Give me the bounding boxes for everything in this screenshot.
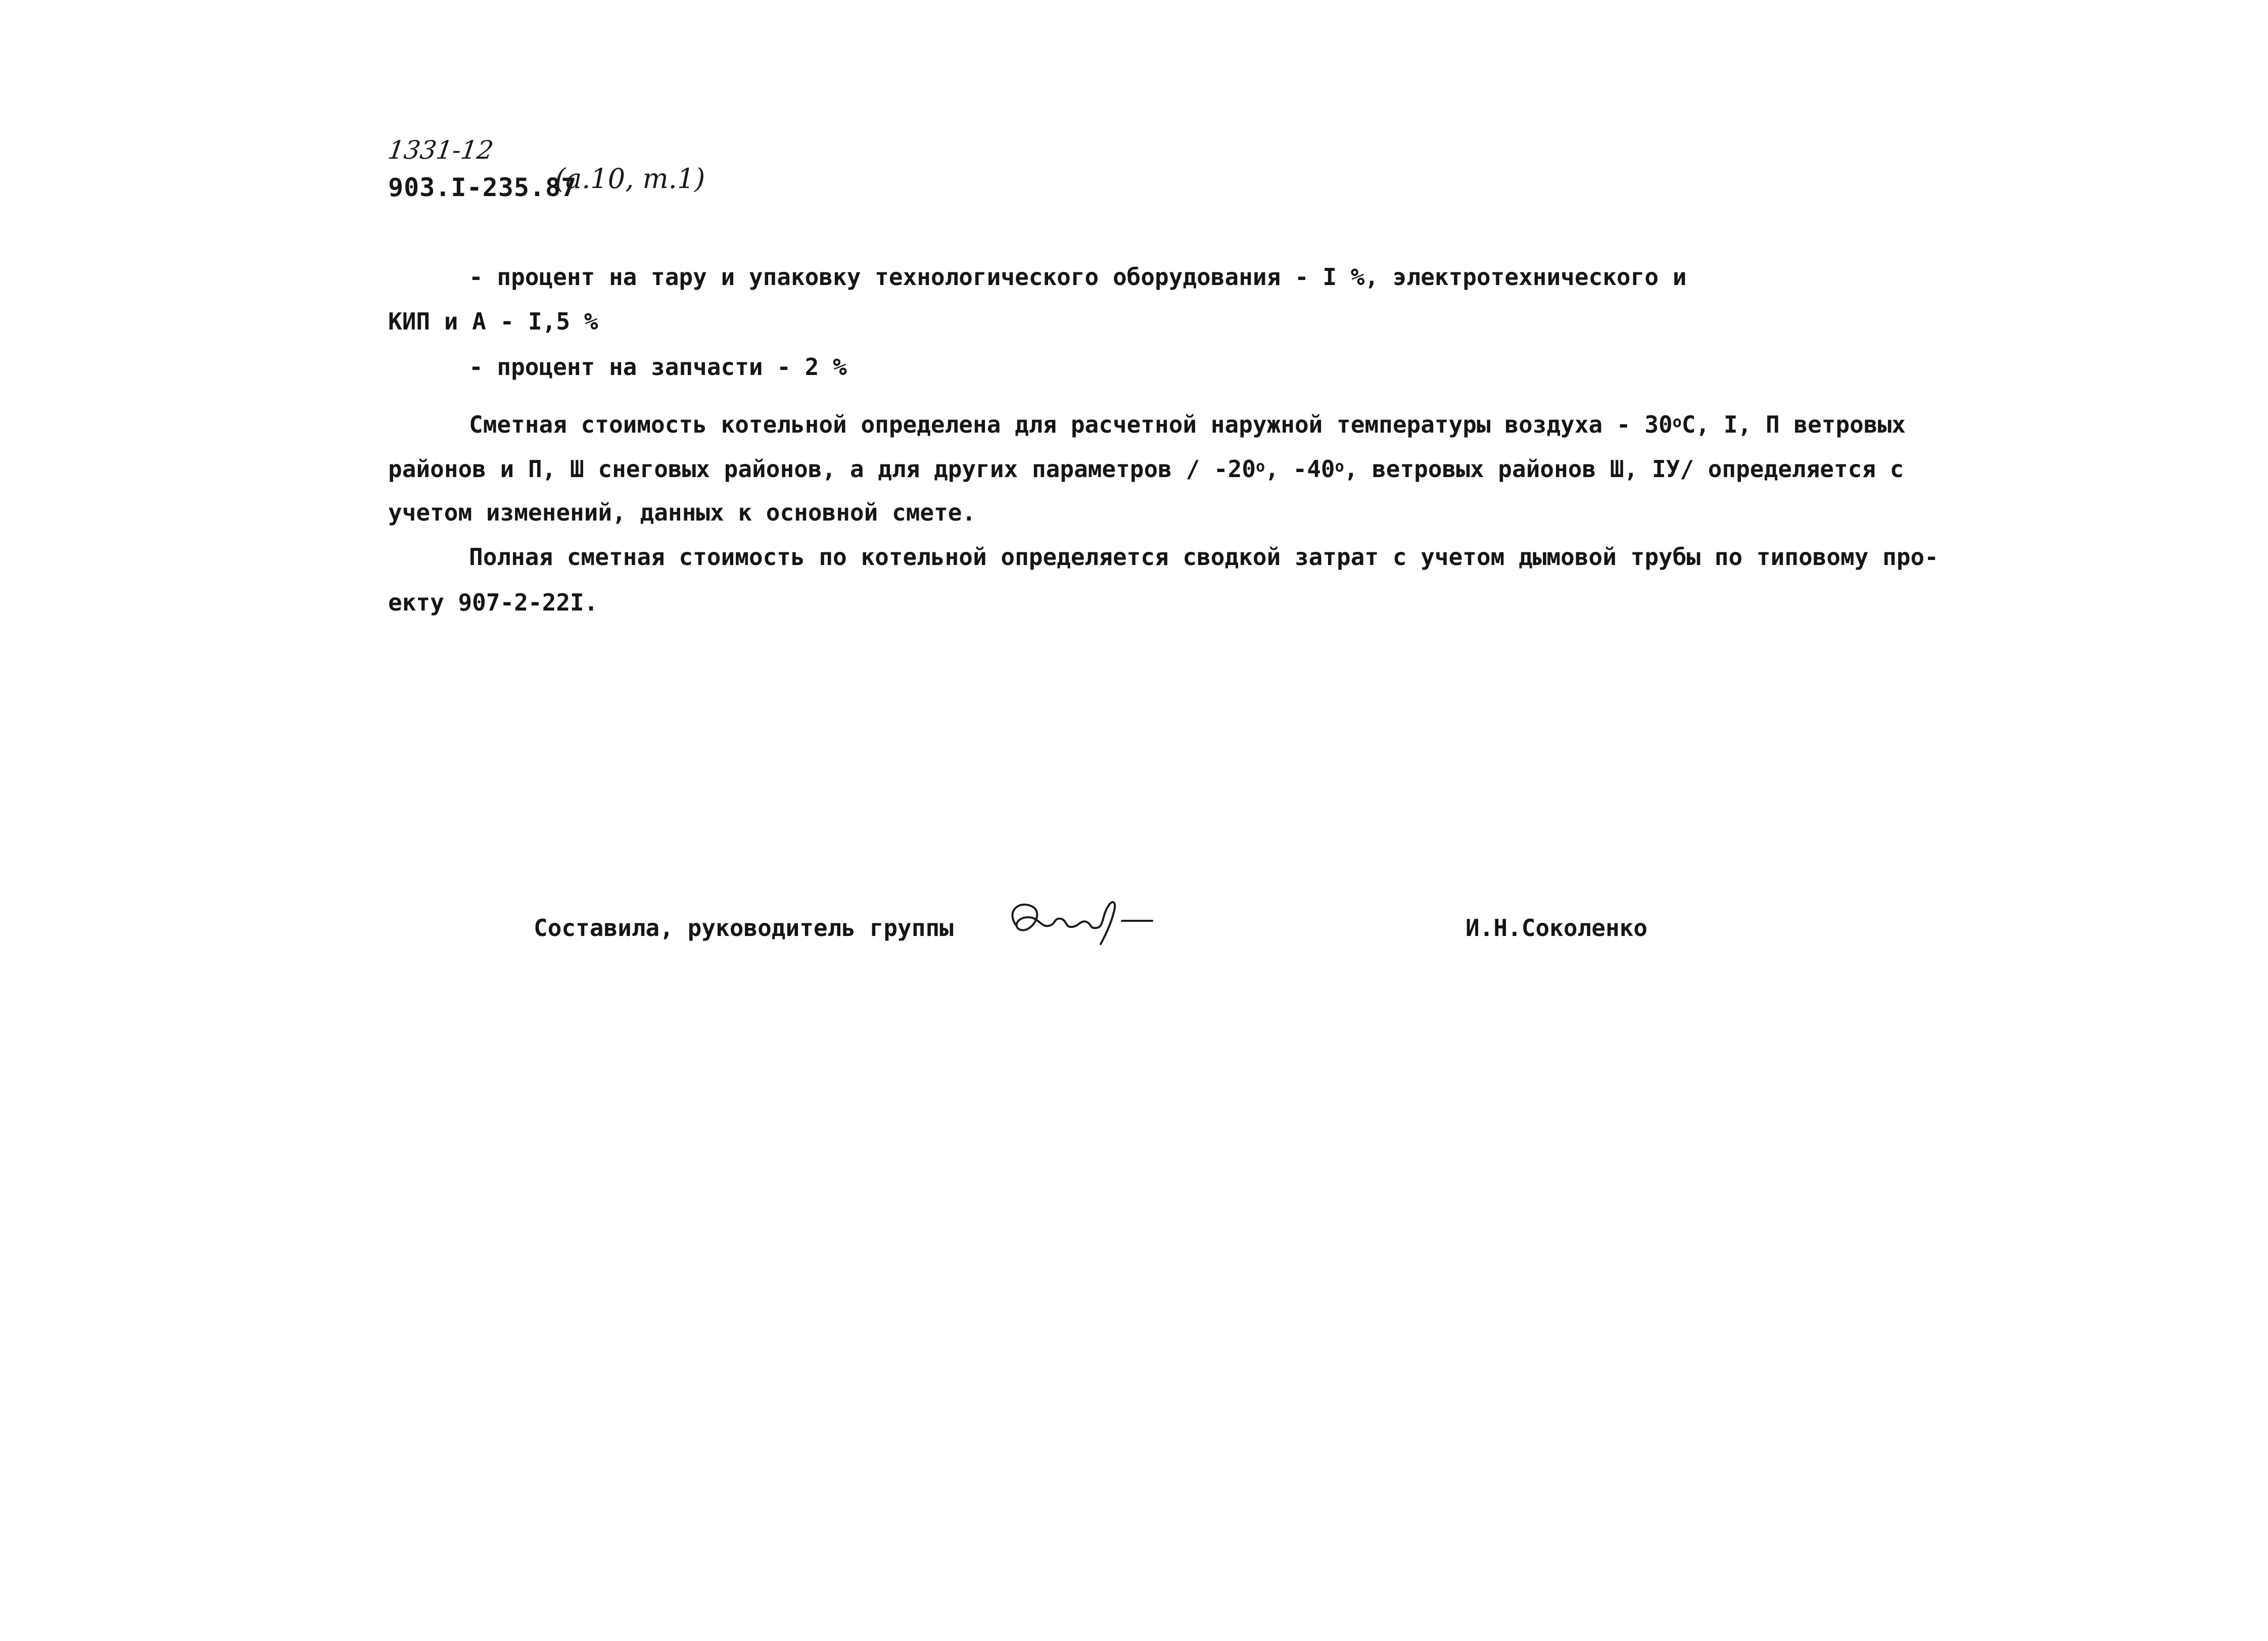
paragraph-total-line-1: Полная сметная стоимость по котельной определяется сводкой затрат с учетом дымовой трубы по типовому про-	[469, 543, 1939, 571]
archive-number: 1331-12	[386, 135, 495, 165]
signatory-name: И.Н.Соколенко	[1466, 914, 1648, 942]
item-spare-parts-percent: - процент на запчасти - 2 %	[469, 353, 847, 381]
item-packaging-percent-cont: КИП и А - I,5 %	[388, 308, 598, 335]
paragraph-total-line-2: екту 907-2-22I.	[388, 589, 598, 616]
doc-annotation: (а.10, т.1)	[555, 163, 705, 195]
signatory-role: Составила, руководитель группы	[534, 914, 954, 942]
paragraph-cost-line-3: учетом изменений, данных к основной смете.	[388, 499, 976, 526]
handwritten-signature	[1001, 889, 1172, 950]
item-packaging-percent: - процент на тару и упаковку технологического оборудования - I %, электротехнического и	[469, 263, 1687, 291]
paragraph-cost-line-2: районов и П, Ш снеговых районов, а для других параметров / $-20^о$, $-40^о$, ветровых районов Ш, IУ/ определяется с	[388, 455, 1904, 483]
paragraph-cost-line-1: Сметная стоимость котельной определена для расчетной наружной температуры воздуха - $30^оС$, I, П ветровых	[469, 411, 1906, 438]
doc-code: 903.I-235.87	[388, 173, 577, 202]
